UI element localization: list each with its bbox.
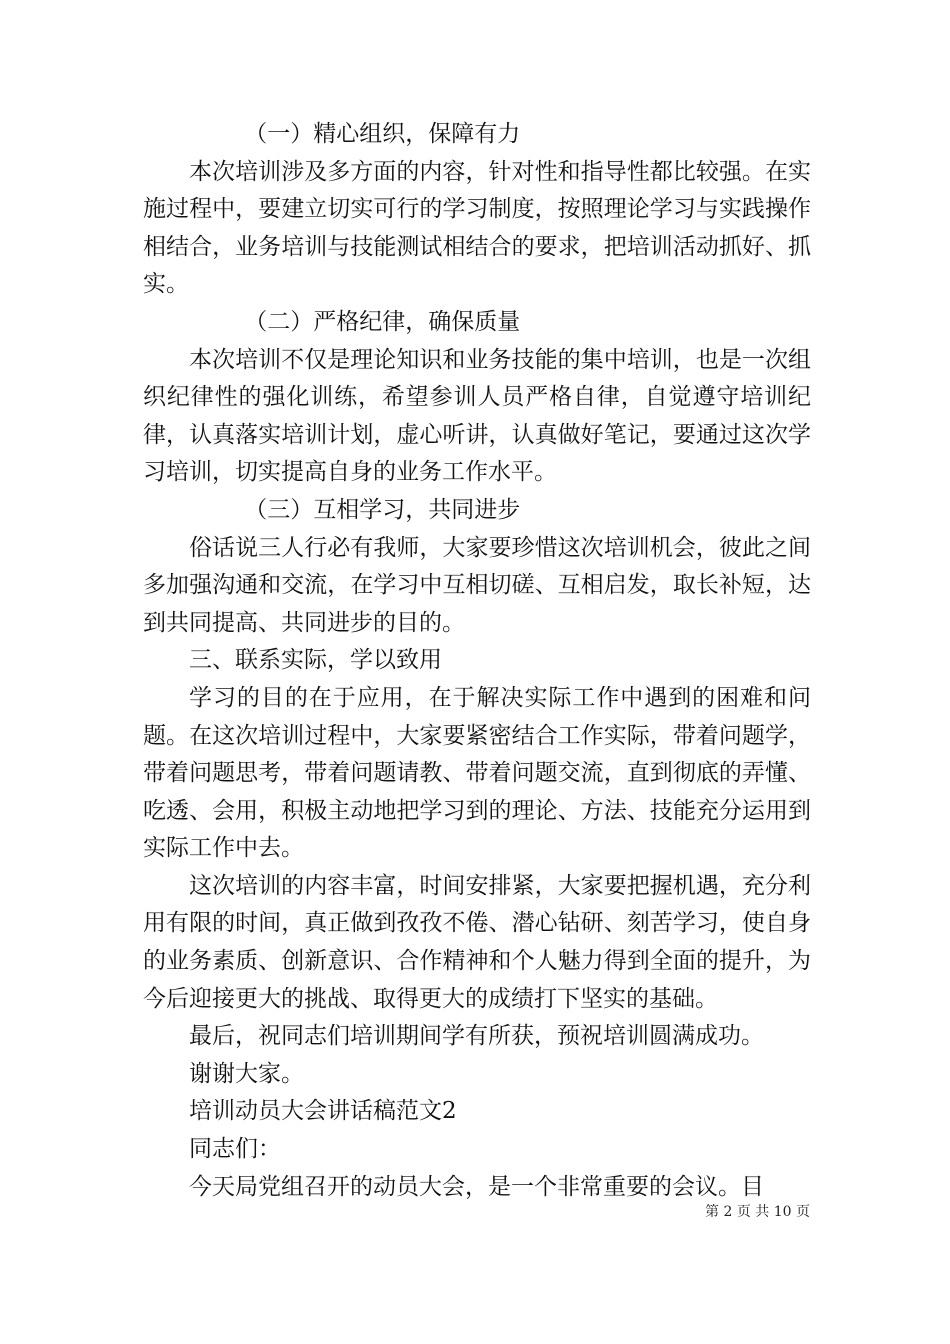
- paragraph-2: 本次培训不仅是理论知识和业务技能的集中培训，也是一次组织纪律性的强化训练，希望参训人员严格自律，自觉遵守培训纪律，认真落实培训计划，虚心听讲，认真做好笔记，要通过这次学习培训，切实提高自身的业务工作水平。: [143, 346, 811, 486]
- paragraph-6: 今天局党组召开的动员大会，是一个非常重要的会议。目: [189, 1173, 764, 1200]
- speech-title: 培训动员大会讲话稿范文2: [189, 1098, 457, 1125]
- paragraph-1: 本次培训涉及多方面的内容，针对性和指导性都比较强。在实施过程中，要建立切实可行的学习制度，按照理论学习与实践操作相结合，业务培训与技能测试相结合的要求，把培训活动抓好、抓实。: [143, 158, 811, 298]
- section-heading-1: （一）精心组织，保障有力: [244, 121, 521, 147]
- closing-wish: 最后，祝同志们培训期间学有所获，预祝培训圆满成功。: [189, 1023, 764, 1050]
- section-heading-4: 三、联系实际，学以致用: [189, 647, 442, 674]
- thanks-line: 谢谢大家。: [189, 1060, 304, 1087]
- page-number: 第 2 页 共 10 页: [705, 1204, 810, 1220]
- document-body: [143, 116, 811, 1206]
- paragraph-5: 这次培训的内容丰富，时间安排紧，大家要把握机遇，充分利用有限的时间，真正做到孜孜不倦、潜心钻研、刻苦学习，使自身的业务素质、创新意识、合作精神和个人魅力得到全面的提升，为今后迎接更大的挑战、取得更大的成绩打下坚实的基础。: [143, 872, 811, 1012]
- section-heading-2: （二）严格纪律，确保质量: [244, 308, 521, 335]
- section-heading-3: （三）互相学习，共同进步: [244, 496, 521, 523]
- paragraph-3: 俗话说三人行必有我师，大家要珍惜这次培训机会，彼此之间多加强沟通和交流，在学习中互相切磋、互相启发，取长补短，达到共同提高、共同进步的目的。: [143, 534, 811, 636]
- salutation: 同志们：: [189, 1136, 281, 1163]
- paragraph-4: 学习的目的在于应用，在于解决实际工作中遇到的困难和问题。在这次培训过程中，大家要紧密结合工作实际，带着问题学，带着问题思考，带着问题请教、带着问题交流，直到彻底的弄懂、吃透、会用，积极主动地把学习到的理论、方法、技能充分运用到实际工作中去。: [143, 684, 811, 862]
